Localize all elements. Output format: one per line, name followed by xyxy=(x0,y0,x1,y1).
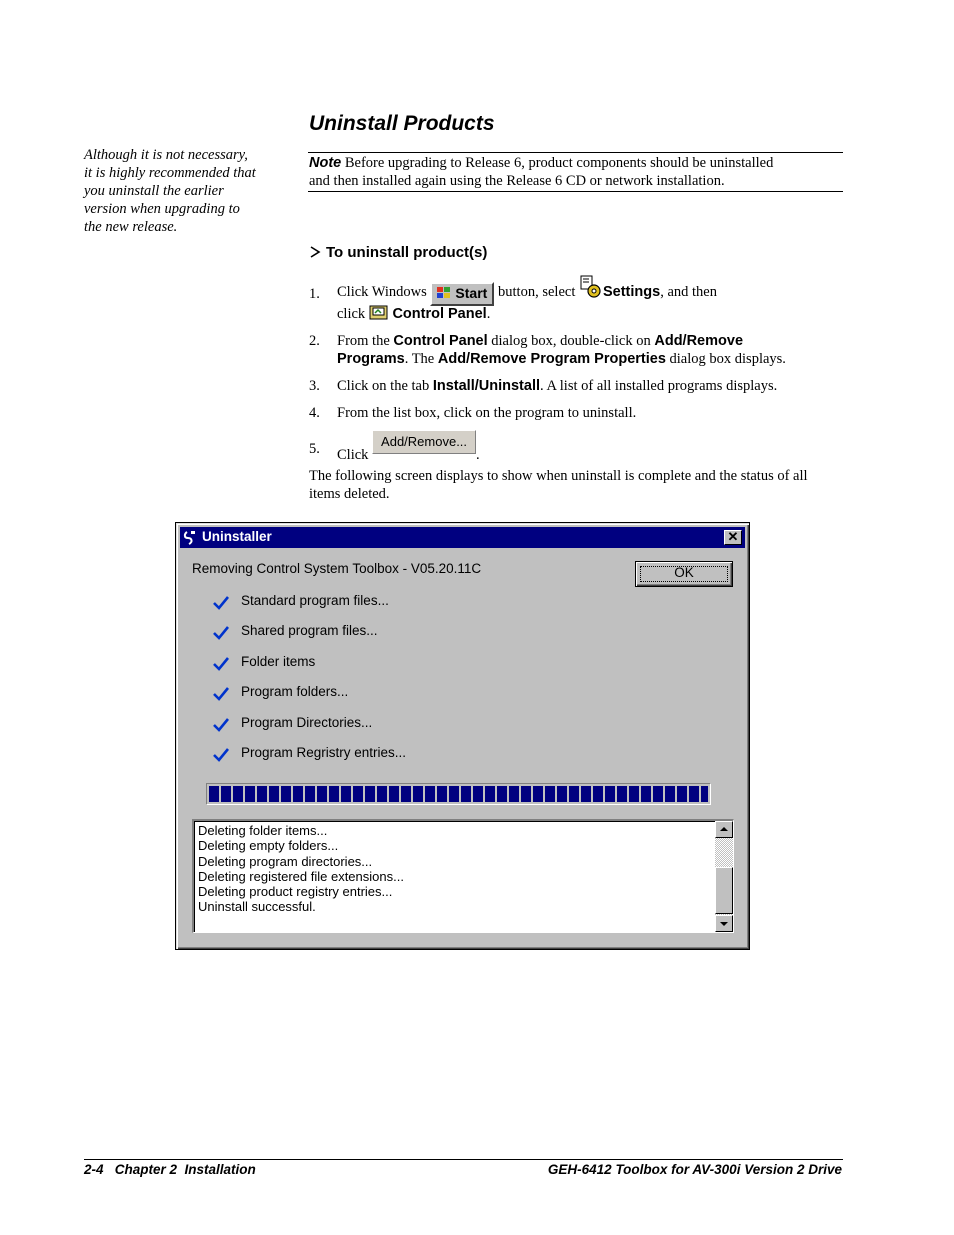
margin-note-line: Although it is not necessary, xyxy=(84,147,248,163)
step-text: , and then xyxy=(660,284,717,300)
arrow-down-icon xyxy=(716,916,732,931)
uninstaller-icon xyxy=(183,530,197,545)
start-button-image xyxy=(430,282,494,306)
dialog-titlebar xyxy=(180,527,745,548)
check-item-label: Program Regristry entries... xyxy=(241,745,407,760)
step-text: . A list of all installed programs displays. xyxy=(540,378,778,394)
note-text-1: Before upgrading to Release 6, product components should be uninstalled xyxy=(341,155,774,171)
margin-note xyxy=(84,146,284,236)
margin-note-line: the new release. xyxy=(84,219,178,235)
note-text-2: and then installed again using the Release 6 CD or network installation. xyxy=(309,173,725,189)
tab-label: Install/Uninstall xyxy=(432,378,541,394)
step-text: dialog box, double-click on xyxy=(487,333,655,349)
note-line-1 xyxy=(309,154,843,172)
checkmark-icon xyxy=(212,747,230,763)
progress-bar xyxy=(206,783,711,805)
footer-left: 2-4 Chapter 2 Installation xyxy=(84,1162,256,1177)
procedure-heading xyxy=(309,244,487,261)
removing-status: Removing Control System Toolbox - V05.20.11C xyxy=(192,561,482,576)
checkmark-icon xyxy=(212,595,230,611)
focus-rect xyxy=(640,566,728,582)
control-panel-label: Control Panel xyxy=(392,306,487,322)
step-number: 3. xyxy=(309,378,320,394)
margin-note-line: it is highly recommended that xyxy=(84,165,256,181)
checkmark-icon xyxy=(212,717,230,733)
paragraph: The following screen displays to show when uninstall is complete and the status of all items deleted. xyxy=(309,468,808,502)
step-number: 1. xyxy=(309,286,320,302)
log-line: Uninstall successful. xyxy=(198,899,316,915)
footer-rule xyxy=(84,1159,843,1160)
step-2 xyxy=(309,332,844,370)
step-number: 5. xyxy=(309,441,320,457)
checkmark-icon xyxy=(212,625,230,641)
procedure-heading-text: To uninstall product(s) xyxy=(326,244,488,261)
properties-label: Add/Remove Program Properties xyxy=(437,351,666,367)
step-2-text xyxy=(337,332,847,368)
log-lines xyxy=(198,823,404,915)
checkmark-icon xyxy=(212,686,230,702)
step-4-text xyxy=(337,404,847,422)
add-remove-button-image: Add/Remove... xyxy=(372,430,476,454)
step-3-text xyxy=(337,377,847,395)
arrow-up-icon xyxy=(716,822,732,837)
programs-label: Programs xyxy=(337,351,405,367)
log-line: Deleting registered file extensions... xyxy=(198,868,404,884)
progress-fill xyxy=(209,786,708,802)
vertical-scrollbar[interactable] xyxy=(715,821,733,932)
ok-button[interactable] xyxy=(635,561,733,587)
note-label: Note xyxy=(309,155,342,171)
step-1-line-1 xyxy=(337,275,847,303)
ok-label: OK xyxy=(674,565,694,580)
uninstaller-dialog xyxy=(175,522,750,950)
step-text: button, select xyxy=(494,284,579,300)
control-panel-label: Control Panel xyxy=(393,333,488,349)
step-1-text xyxy=(337,275,847,323)
close-button[interactable] xyxy=(724,530,742,545)
step-text: click xyxy=(337,306,369,322)
log-line: Deleting folder items... xyxy=(198,823,328,838)
section-title: Uninstall Products xyxy=(309,112,495,135)
step-number: 2. xyxy=(309,333,320,349)
check-item-label: Program folders... xyxy=(241,684,349,699)
scroll-down-button[interactable] xyxy=(715,915,733,932)
settings-label: Settings xyxy=(602,284,661,300)
margin-note-line: version when upgrading to xyxy=(84,201,240,217)
check-item-label: Standard program files... xyxy=(241,593,389,608)
arrow-bullet-icon xyxy=(309,246,321,258)
control-panel-icon xyxy=(369,303,389,321)
checkmark-icon xyxy=(212,656,230,672)
step-text: . The xyxy=(404,351,438,367)
step-text: From the list box, click on the program to uninstall. xyxy=(337,405,637,421)
settings-icon xyxy=(579,275,603,299)
step-text: From the xyxy=(337,333,394,349)
log-line: Deleting product registry entries... xyxy=(198,884,393,900)
scroll-up-button[interactable] xyxy=(715,821,733,838)
log-line: Deleting empty folders... xyxy=(198,838,339,854)
step-3 xyxy=(309,377,844,397)
dialog-title: Uninstaller xyxy=(202,529,272,544)
step-number: 4. xyxy=(309,405,320,421)
footer-right: GEH-6412 Toolbox for AV-300i Version 2 Drive xyxy=(547,1162,842,1177)
check-item-label: Shared program files... xyxy=(241,623,378,638)
step-text: Click Windows xyxy=(337,284,431,300)
margin-note-line: you uninstall the earlier xyxy=(84,183,224,199)
step-1 xyxy=(309,275,844,325)
scroll-thumb[interactable] xyxy=(715,867,733,914)
add-remove-label: Add/Remove xyxy=(654,333,744,349)
step-text: Click on the tab xyxy=(337,378,433,394)
step-text: . xyxy=(476,447,480,463)
check-item-label: Folder items xyxy=(241,654,316,669)
step-5-text xyxy=(337,430,847,463)
note-box xyxy=(308,152,843,192)
windows-logo-icon xyxy=(436,286,452,300)
step-5 xyxy=(309,430,844,463)
step-1-line-2 xyxy=(337,303,847,323)
step-text: . xyxy=(486,306,491,322)
close-icon: ✕ xyxy=(727,529,739,544)
log-line: Deleting program directories... xyxy=(198,853,373,869)
start-label: Start xyxy=(455,285,488,301)
step-4 xyxy=(309,404,844,424)
check-item-label: Program Directories... xyxy=(241,715,373,730)
step-text: dialog box displays. xyxy=(665,351,786,367)
step-text: Click xyxy=(337,447,373,463)
log-listbox[interactable] xyxy=(192,819,734,933)
